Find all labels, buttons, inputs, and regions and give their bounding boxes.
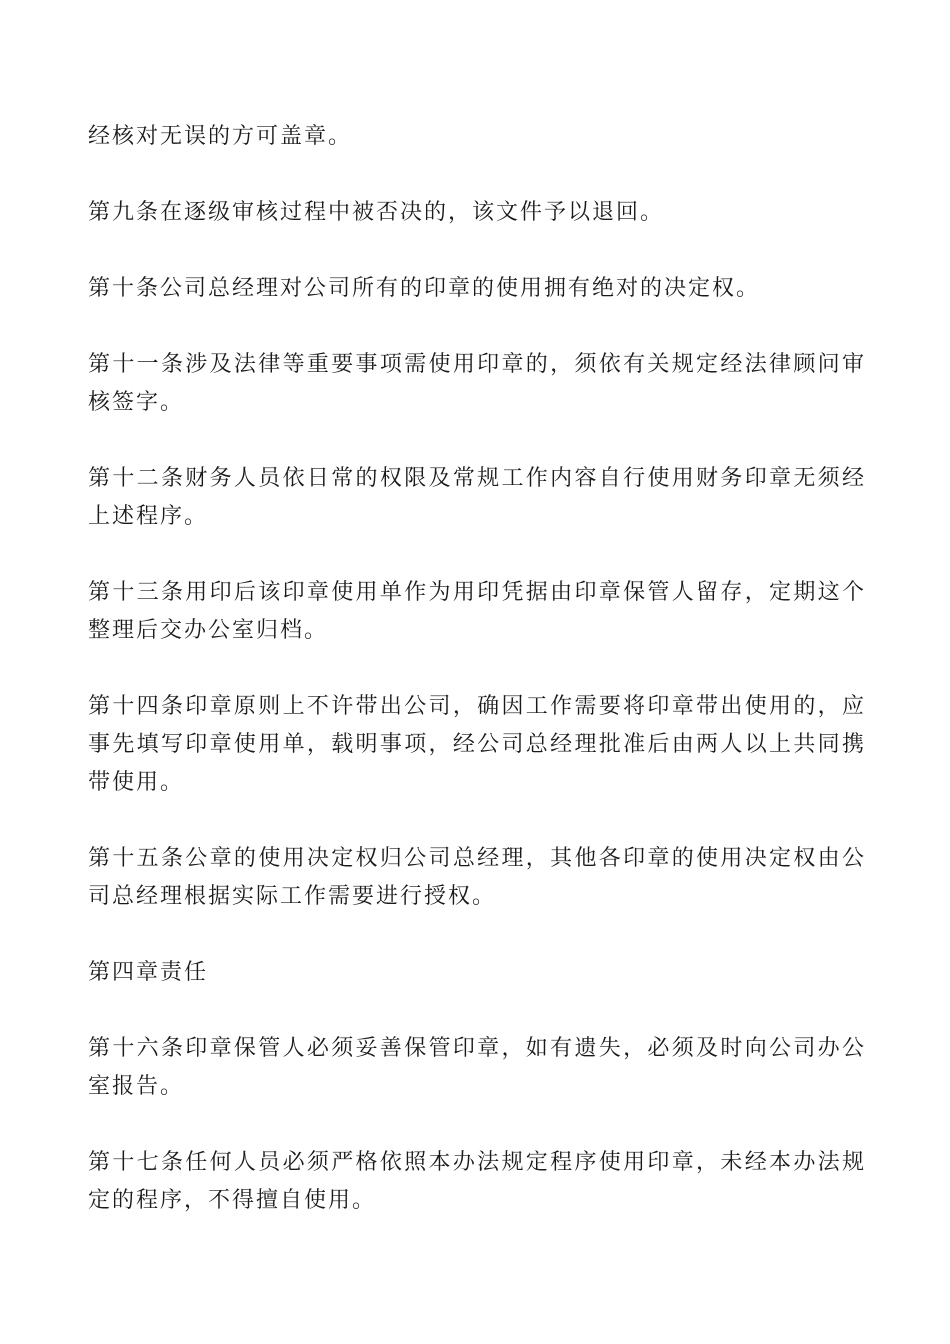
paragraph-article-15: 第十五条公章的使用决定权归公司总经理，其他各印章的使用决定权由公司总经理根据实际工作需要进行授权。 — [88, 846, 866, 909]
document-body — [88, 118, 866, 1258]
paragraph-article-13: 第十三条用印后该印章使用单作为用印凭据由印章保管人留存，定期这个整理后交办公室归档。 — [88, 580, 866, 643]
paragraph-article-16: 第十六条印章保管人必须妥善保管印章，如有遗失，必须及时向公司办公室报告。 — [88, 1036, 866, 1099]
paragraph-continuation: 经核对无误的方可盖章。 — [88, 124, 353, 149]
paragraph-article-12: 第十二条财务人员依日常的权限及常规工作内容自行使用财务印章无须经上述程序。 — [88, 466, 866, 529]
paragraph-article-11: 第十一条涉及法律等重要事项需使用印章的，须依有关规定经法律顾问审核签字。 — [88, 352, 866, 415]
paragraph-article-17: 第十七条任何人员必须严格依照本办法规定程序使用印章，未经本办法规定的程序，不得擅自使用。 — [88, 1150, 866, 1213]
chapter-heading: 第四章责任 — [88, 960, 209, 985]
paragraph-article-14: 第十四条印章原则上不许带出公司，确因工作需要将印章带出使用的，应事先填写印章使用单，载明事项，经公司总经理批准后由两人以上共同携带使用。 — [88, 694, 866, 795]
paragraph-article-9: 第九条在逐级审核过程中被否决的，该文件予以退回。 — [88, 200, 665, 225]
paragraph-article-10: 第十条公司总经理对公司所有的印章的使用拥有绝对的决定权。 — [88, 276, 761, 301]
